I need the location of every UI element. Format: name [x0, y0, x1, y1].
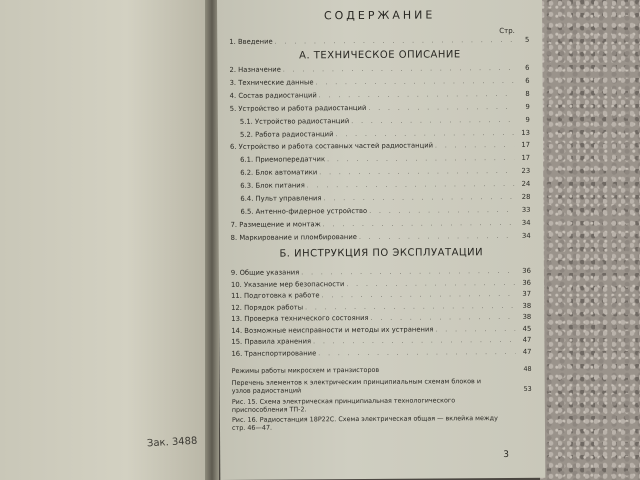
toc-row: [230, 141, 530, 154]
appendix-text: Рис. 15. Схема электрическая принципиальная технологического приспособления ТП-2.: [231, 396, 456, 414]
toc-row: [230, 193, 530, 206]
toc-row: [230, 103, 530, 116]
toc-entry-label: 5.1. Устройство радиостанций: [239, 116, 350, 126]
toc-row: [230, 154, 530, 167]
appendix-text: Режимы работы микросхем и транзисторов: [231, 365, 380, 375]
toc-entry-label: 5. Устройство и работа радиостанций: [229, 103, 367, 113]
toc-entry-page: 6: [525, 76, 530, 85]
toc-entry-page: 36: [522, 278, 532, 287]
toc-entry-label: 8. Маркирование и пломбирование: [230, 232, 357, 242]
stone-background: [540, 0, 640, 480]
page-number: 3: [503, 449, 509, 461]
toc-row: [231, 347, 531, 360]
toc-entry-label: 6.2. Блок автоматики: [240, 168, 318, 178]
toc-entry-page: 47: [522, 335, 532, 344]
toc-entry-label: 6.4. Пульт управления: [240, 194, 322, 203]
toc-entry-page: 47: [522, 347, 532, 356]
appendix-text: Перечень элементов к электрическим принципиальным схемам блоков и узлов радиостанций: [231, 377, 482, 395]
toc-entry-label: 11. Подготовка к работе: [231, 291, 320, 300]
toc-entry-page: 17: [521, 141, 531, 150]
toc-row-intro: [229, 36, 529, 49]
toc-entry-page: 23: [521, 167, 531, 176]
toc-entry-page: 17: [521, 154, 531, 163]
toc-entry-page: 38: [522, 301, 532, 310]
toc-entry-page: 36: [522, 266, 531, 275]
toc-row: [230, 206, 530, 219]
toc-entry-label: 6. Устройство и работа составных частей радиостанций: [230, 141, 434, 152]
toc-row: [231, 232, 531, 245]
toc-entry-label: 16. Транспортирование: [231, 348, 317, 358]
toc-entry-page: 6: [525, 63, 530, 72]
toc-entry-label: 3. Технические данные: [229, 78, 314, 87]
toc-entry-label: 6.1. Приемопередатчик: [240, 155, 326, 165]
toc-entry-label: 2. Назначение: [229, 65, 281, 74]
toc-row: [230, 167, 530, 180]
toc-entry-label: 12. Порядок работы: [231, 302, 304, 312]
appendix-note: [232, 365, 532, 375]
appendix-page: 48: [523, 364, 532, 373]
toc-row: [229, 64, 529, 77]
toc-entry-label: 14. Возможные неисправности и методы их устранения: [231, 324, 434, 335]
toc-entry-page: 33: [521, 205, 531, 214]
appendix-note: [232, 414, 532, 432]
toc-entry-page: 8: [525, 89, 530, 98]
toc-entry-label: 6.5. Антенно-фидерное устройство: [240, 206, 368, 216]
appendix-note: [232, 377, 532, 395]
toc-entry-label: 15. Правила хранения: [231, 337, 312, 346]
print-order-stamp: Зак. 3488: [146, 435, 198, 450]
left-page: [0, 0, 212, 480]
toc-entry-page: 9: [525, 115, 530, 124]
toc-entry-label: 7. Размещение и монтаж: [230, 220, 321, 229]
toc-entry-page: 28: [521, 192, 531, 201]
toc-entry-label: 10. Указание мер безопасности: [230, 279, 345, 289]
toc-entry-page: 34: [521, 231, 531, 240]
toc-entry-page: 34: [521, 218, 531, 227]
toc-entry-label: 6.3. Блок питания: [240, 181, 305, 190]
toc-entry-label: 4. Состав радиостанций: [229, 91, 317, 100]
toc-entry-label: 1. Введение: [229, 37, 273, 46]
contents-title: СОДЕРЖАНИЕ: [323, 8, 436, 23]
toc-entry-page: 5: [524, 35, 530, 44]
toc-entry-page: 9: [525, 102, 530, 111]
toc-entry-page: 37: [522, 289, 532, 298]
toc-entry-label: 13. Проверка технического состояния: [231, 313, 369, 323]
toc-entry-page: 45: [522, 324, 532, 333]
contents-page: [217, 0, 545, 480]
appendix-page: 53: [523, 384, 532, 393]
toc-row: [230, 180, 530, 193]
toc-entry-label: 5.2. Работа радиостанций: [239, 129, 334, 139]
toc-row: [230, 115, 530, 128]
section-a-heading: А. ТЕХНИЧЕСКОЕ ОПИСАНИЕ: [299, 49, 461, 62]
appendix-text: Рис. 16. Радиостанция 18Р22С. Схема электрическая общая — вклейка между стр. 46—47.: [231, 414, 498, 432]
toc-row: [230, 90, 530, 103]
page-column-header: Стр.: [499, 26, 515, 36]
toc-row: [231, 219, 531, 232]
appendix-note: [232, 396, 532, 414]
toc-entry-page: 24: [521, 179, 531, 188]
toc-row: [230, 128, 530, 141]
toc-row: [230, 77, 530, 90]
toc-entry-page: 38: [522, 312, 532, 321]
toc-entry-page: 13: [521, 128, 530, 137]
toc-entry-label: 9. Общие указания: [230, 268, 300, 277]
section-b-heading: Б. ИНСТРУКЦИЯ ПО ЭКСПЛУАТАЦИИ: [279, 247, 484, 260]
